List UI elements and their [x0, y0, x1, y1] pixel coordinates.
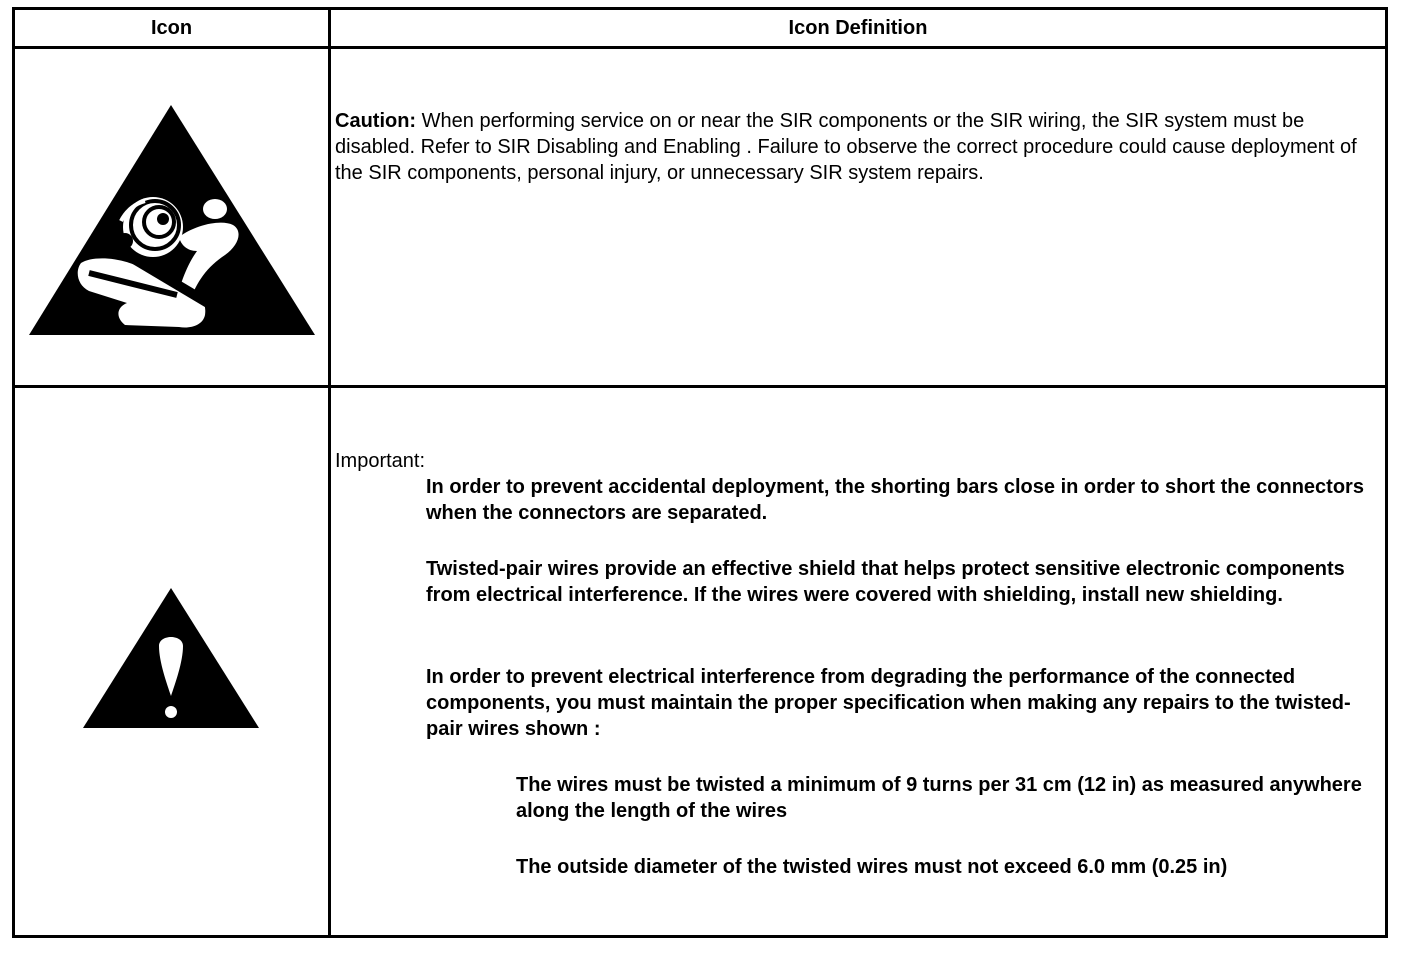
specification-item: The wires must be twisted a minimum of 9 turns per 31 cm (12 in) as measured anywhere along the length of the wires — [516, 774, 1362, 822]
important-paragraph: In order to prevent accidental deployment, the shorting bars close in order to short the connectors when the connectors are separated. — [426, 476, 1364, 524]
caution-text: When performing service on or near the SIR components or the SIR wiring, the SIR system must be disabled. Refer to SIR Disabling and Enabling . Failure to observe the correct procedure could cause deployment of the SIR components, personal injury, or unnecessary SIR system repairs. — [335, 110, 1357, 184]
header-icon-definition: Icon Definition — [788, 17, 928, 39]
important-paragraph: Twisted-pair wires provide an effective shield that helps protect sensitive electronic components from electrical interference. If the wires were covered with shielding, install new shielding. — [426, 558, 1345, 606]
sir-airbag-warning-icon — [29, 105, 317, 337]
important-exclamation-icon — [83, 588, 259, 730]
important-label: Important: — [335, 450, 426, 472]
header-icon: Icon — [150, 17, 193, 39]
specification-item: The outside diameter of the twisted wires must not exceed 6.0 mm (0.25 in) — [516, 856, 1228, 878]
caution-definition — [335, 108, 1375, 186]
important-paragraph: In order to prevent electrical interference from degrading the performance of the connected components, you must maintain the proper specification when making any repairs to the twisted-pair wires shown : — [426, 666, 1351, 740]
caution-label: Caution: — [335, 110, 417, 132]
important-definition — [335, 448, 1375, 880]
icon-definition-table — [12, 7, 1388, 938]
column-divider — [328, 10, 331, 935]
row-divider — [15, 385, 1385, 388]
